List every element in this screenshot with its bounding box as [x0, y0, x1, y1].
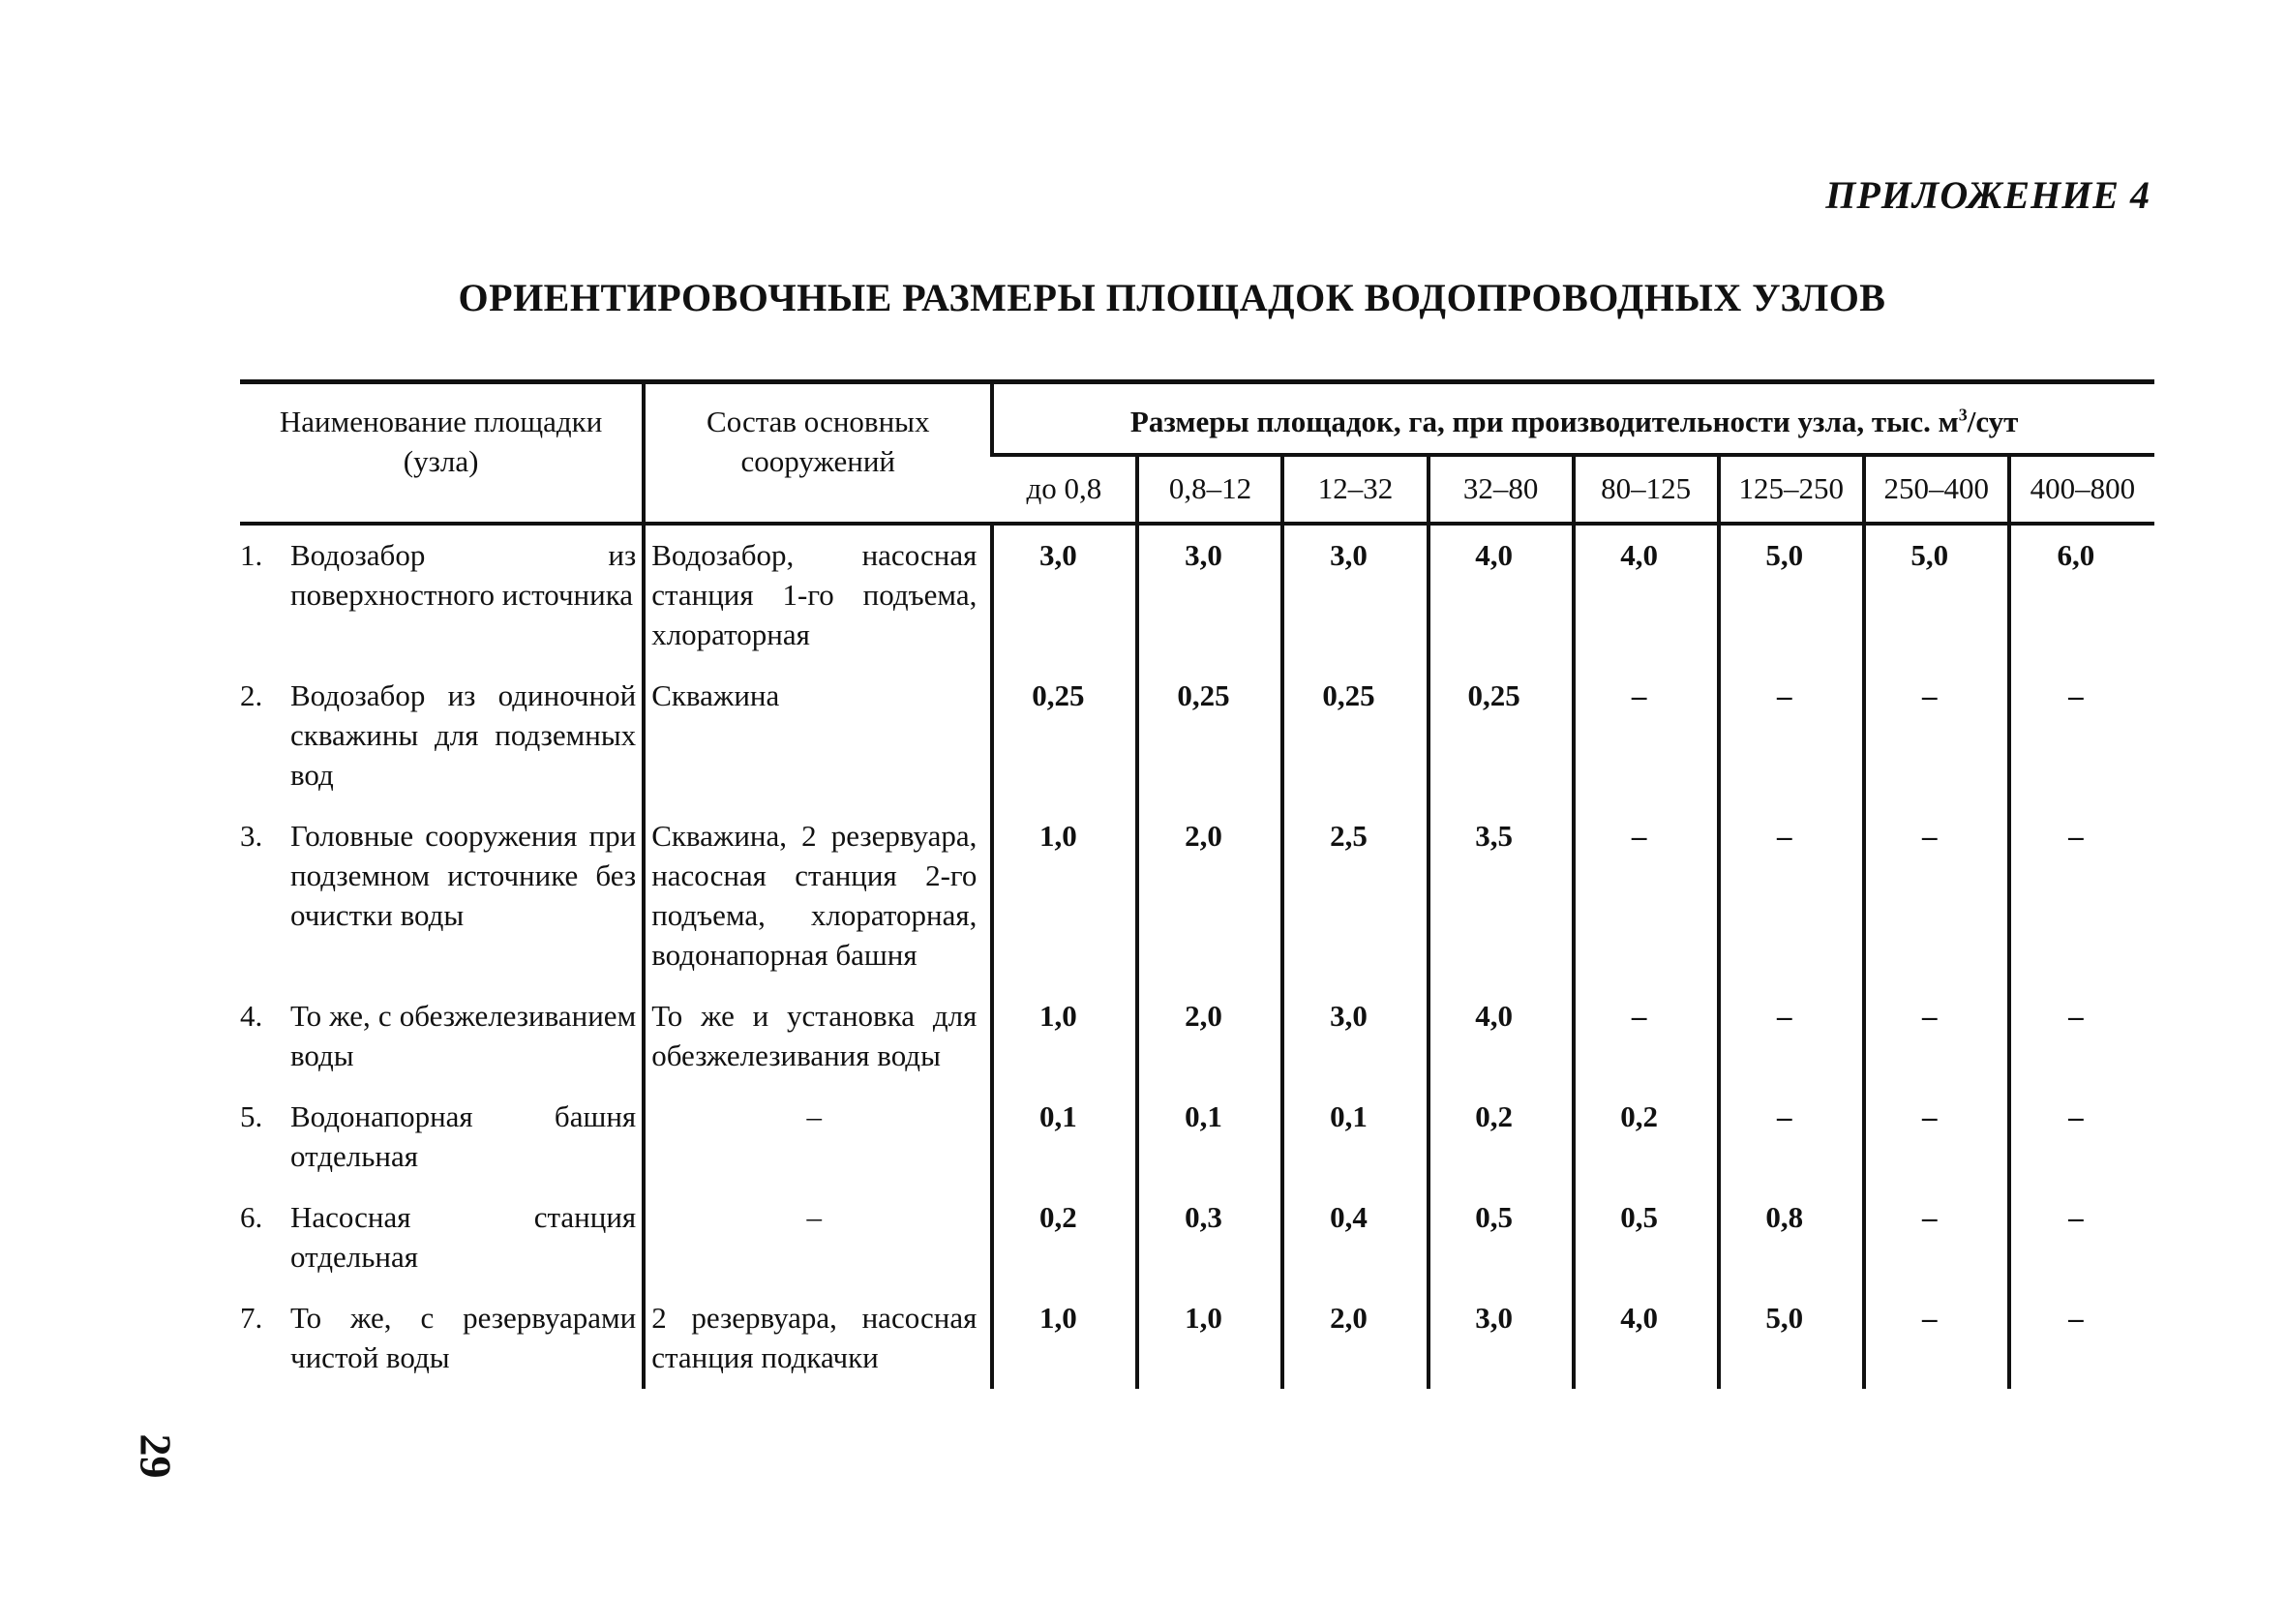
row-value: 0,3 — [1137, 1188, 1282, 1288]
row-value: – — [1574, 806, 1719, 986]
row-value: 1,0 — [992, 986, 1137, 1087]
row-value: 2,5 — [1282, 806, 1428, 986]
table-row — [240, 986, 2154, 1087]
row-value: 0,2 — [1429, 1087, 1574, 1188]
row-value: – — [1864, 1087, 2009, 1188]
row-value: – — [2009, 666, 2154, 806]
row-value: 5,0 — [1719, 1288, 1864, 1389]
row-value: 3,0 — [992, 524, 1137, 666]
table-row — [240, 806, 2154, 986]
row-value: – — [1864, 806, 2009, 986]
row-value: 4,0 — [1429, 986, 1574, 1087]
row-value: – — [2009, 1288, 2154, 1389]
row-number: 4. — [240, 999, 263, 1033]
header-sizes-unit: /сут — [1967, 405, 2019, 438]
document-title: ОРИЕНТИРОВОЧНЫЕ РАЗМЕРЫ ПЛОЩАДОК ВОДОПРОВОДНЫХ УЗЛОВ — [458, 276, 1886, 319]
row-value: – — [1864, 666, 2009, 806]
header-composition: Состав основных сооружений — [644, 382, 992, 525]
row-value: 3,0 — [1137, 524, 1282, 666]
row-value: 1,0 — [1137, 1288, 1282, 1389]
header-range-0: до 0,8 — [992, 455, 1137, 524]
row-value: – — [1719, 986, 1864, 1087]
row-name: Водозабор из одиночной скважины для подземных вод — [290, 678, 637, 792]
row-value: 0,1 — [992, 1087, 1137, 1188]
row-value: 1,0 — [992, 806, 1137, 986]
table-row — [240, 1188, 2154, 1288]
row-value: 1,0 — [992, 1288, 1137, 1389]
table-row — [240, 524, 2154, 666]
header-range-4: 80–125 — [1574, 455, 1719, 524]
appendix-label: ПРИЛОЖЕНИЕ 4 — [1825, 173, 2151, 217]
row-value: – — [1574, 986, 1719, 1087]
row-name-cell — [240, 666, 644, 806]
row-name: То же, с обезжелезиванием воды — [290, 999, 637, 1072]
row-number: 6. — [240, 1200, 263, 1234]
row-value: – — [1864, 986, 2009, 1087]
row-value: – — [1864, 1188, 2009, 1288]
row-value: 0,5 — [1574, 1188, 1719, 1288]
row-value: 0,25 — [1137, 666, 1282, 806]
row-value: 0,8 — [1719, 1188, 1864, 1288]
header-range-1: 0,8–12 — [1137, 455, 1282, 524]
header-sizes — [992, 382, 2154, 456]
row-value: 3,0 — [1429, 1288, 1574, 1389]
row-name-cell — [240, 806, 644, 986]
row-number: 1. — [240, 538, 263, 572]
page-number: 29 — [131, 1433, 181, 1479]
row-composition: – — [644, 1188, 992, 1288]
row-value: 0,5 — [1429, 1188, 1574, 1288]
row-value: – — [1719, 806, 1864, 986]
row-value: 4,0 — [1574, 524, 1719, 666]
row-value: 2,0 — [1137, 986, 1282, 1087]
row-value: 0,25 — [1282, 666, 1428, 806]
row-value: – — [1719, 666, 1864, 806]
row-name: Водозабор из поверхностного источника — [290, 538, 637, 612]
table-row — [240, 666, 2154, 806]
row-number: 3. — [240, 819, 263, 853]
row-value: – — [1719, 1087, 1864, 1188]
row-name-cell — [240, 1288, 644, 1389]
row-value: 0,2 — [992, 1188, 1137, 1288]
row-name: Насосная станция отдельная — [290, 1200, 637, 1274]
row-value: 3,0 — [1282, 524, 1428, 666]
row-value: 0,4 — [1282, 1188, 1428, 1288]
table-row — [240, 1288, 2154, 1389]
row-value: 0,2 — [1574, 1087, 1719, 1188]
row-value: 4,0 — [1429, 524, 1574, 666]
row-value: – — [1864, 1288, 2009, 1389]
row-value: – — [2009, 986, 2154, 1087]
header-sizes-text: Размеры площадок, га, при производительности узла, тыс. м — [1129, 405, 1959, 438]
row-value: 5,0 — [1864, 524, 2009, 666]
header-range-5: 125–250 — [1719, 455, 1864, 524]
header-range-6: 250–400 — [1864, 455, 2009, 524]
row-name-cell — [240, 1188, 644, 1288]
row-value: 6,0 — [2009, 524, 2154, 666]
row-value: 4,0 — [1574, 1288, 1719, 1389]
row-value: – — [1574, 666, 1719, 806]
row-value: 3,0 — [1282, 986, 1428, 1087]
row-value: 2,0 — [1282, 1288, 1428, 1389]
row-value: – — [2009, 1188, 2154, 1288]
row-value: 0,25 — [1429, 666, 1574, 806]
row-value: 2,0 — [1137, 806, 1282, 986]
row-value: 0,25 — [992, 666, 1137, 806]
row-name-cell — [240, 524, 644, 666]
row-name: То же, с резервуарами чистой воды — [290, 1301, 637, 1374]
row-composition: 2 резервуара, насосная станция подкачки — [644, 1288, 992, 1389]
row-composition: Скважина — [644, 666, 992, 806]
header-range-2: 12–32 — [1282, 455, 1428, 524]
row-composition: – — [644, 1087, 992, 1188]
row-value: – — [2009, 1087, 2154, 1188]
row-value: 5,0 — [1719, 524, 1864, 666]
row-value: 0,1 — [1282, 1087, 1428, 1188]
table-row — [240, 1087, 2154, 1188]
row-name: Водонапорная башня отдельная — [290, 1099, 637, 1173]
row-name: Головные сооружения при подземном источнике без очистки воды — [290, 819, 637, 932]
row-number: 7. — [240, 1301, 263, 1335]
header-sizes-superscript: 3 — [1958, 405, 1968, 425]
row-value: – — [2009, 806, 2154, 986]
row-composition: Скважина, 2 резервуара, насосная станция 2-го подъема, хлораторная, водонапорная башня — [644, 806, 992, 986]
row-composition: То же и установка для обезжелезивания воды — [644, 986, 992, 1087]
row-name-cell — [240, 1087, 644, 1188]
row-number: 5. — [240, 1099, 263, 1133]
row-name-cell — [240, 986, 644, 1087]
row-value: 0,1 — [1137, 1087, 1282, 1188]
header-range-3: 32–80 — [1429, 455, 1574, 524]
plot-sizes-table — [240, 379, 2154, 1389]
row-number: 2. — [240, 678, 263, 712]
header-name: Наименование площадки (узла) — [240, 382, 644, 525]
header-range-7: 400–800 — [2009, 455, 2154, 524]
row-composition: Водозабор, насосная станция 1-го подъема, хлораторная — [644, 524, 992, 666]
row-value: 3,5 — [1429, 806, 1574, 986]
